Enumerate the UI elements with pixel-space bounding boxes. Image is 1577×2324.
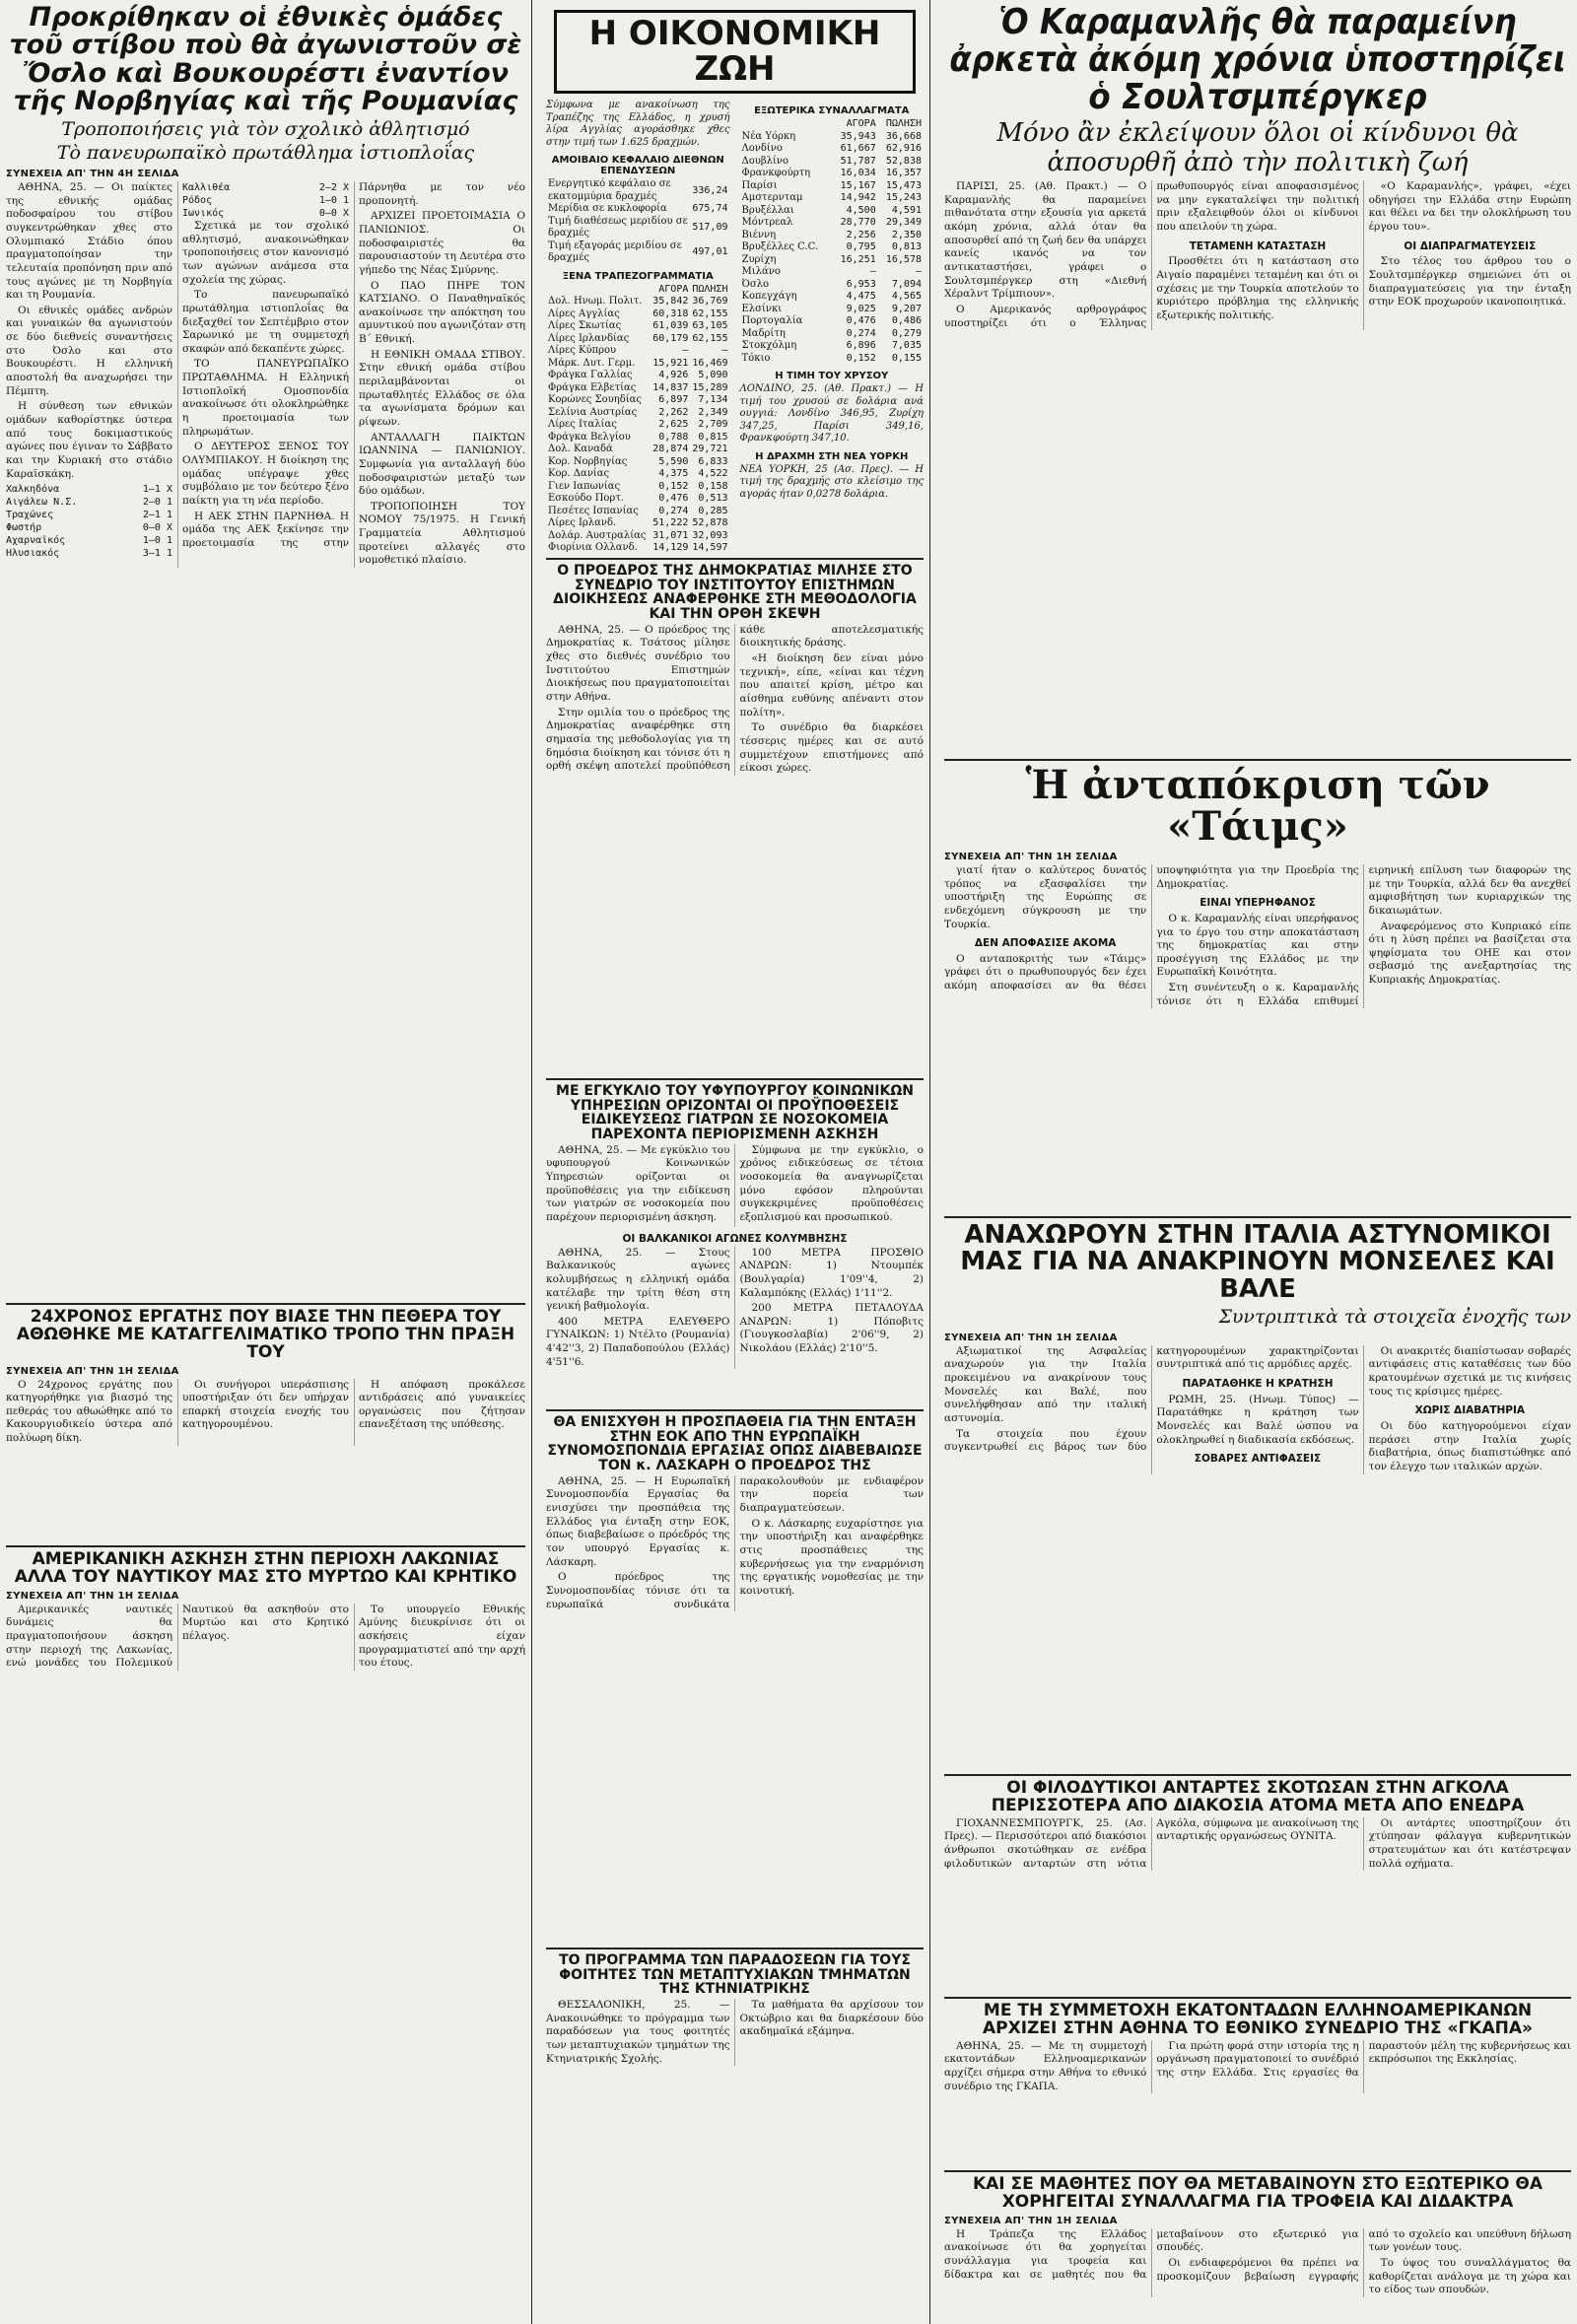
score-row: Ηλυσιακός 3—1 1 (6, 548, 172, 560)
exchange-title: ΕΞΩΤΕΡΙΚΑ ΣΥΝΑΛΛΑΓΜΑΤΑ (754, 105, 910, 117)
angola-article (944, 1774, 1571, 1997)
angola-headline: ΟΙ ΦΙΛΟΔΥΤΙΚΟΙ ΑΝΤΑΡΤΕΣ ΣΚΟΤΩΣΑΝ ΣΤΗΝ ΑΓΚΟΛΑ ΠΕΡΙΣΣΟΤΕΡΑ ΑΠΟ ΔΙΑΚΟΣΙΑ ΑΤΟΜΑ ΜΕΤΑ ΑΠΟ ΕΝΕΔΡΑ (991, 1778, 1525, 1815)
times-paragraph: Αναφερόμενος στο Κυπριακό είπε ότι η λύση πρέπει να βασίζεται στα ψηφίσματα του ΟΗΕ και στον σεβασμό της ανεξαρτησίας της Κυπριακής Δημοκρατίας. (1368, 920, 1571, 987)
swimming-paragraph: 100 ΜΕΤΡΑ ΠΡΟΣΘΙΟ ΑΝΔΡΩΝ: 1) Ντουμπέκ (Βουλγαρία) 1'09''4, 2) Καλαμπόκης (Ελλάς) 1'11''2. (739, 1246, 924, 1299)
swimming-headline: ΟΙ ΒΑΛΚΑΝΙΚΟΙ ΑΓΩΝΕΣ ΚΟΛΥΜΒΗΣΗΣ (622, 1232, 848, 1245)
table-row: Λίρες Ιρλανδ. 51,222 52,878 (548, 517, 728, 529)
economy-columns (546, 100, 924, 552)
left-column (0, 0, 532, 2324)
table-row: Φράγκα Βελγίου 0,788 0,815 (548, 431, 728, 443)
doctors-paragraph: ΑΘΗΝΑ, 25. — Με εγκύκλιο του υφυπουργού Κοινωνικών Υπηρεσιών ορίζονται οι προϋποθέσεις για την ειδίκευση των γιατρών σε νοσοκομεία που παρέχουν περιορισμένη άσκηση. (546, 1143, 730, 1223)
naval-article (6, 1545, 525, 2320)
democracy-body (546, 624, 924, 776)
students-headline: ΚΑΙ ΣΕ ΜΑΘΗΤΕΣ ΠΟΥ ΘΑ ΜΕΤΑΒΑΙΝΟΥΝ ΣΤΟ ΕΞΩΤΕΡΙΚΟ ΘΑ ΧΟΡΗΓΕΙΤΑΙ ΣΥΝΑΛΛΑΓΜΑ ΓΙΑ ΤΡΟΦΕΙΑ ΚΑΙ ΔΙΔΑΚΤΡΑ (972, 2174, 1543, 2212)
sports-paragraph: ΤΟ ΠΑΝΕΥΡΩΠΑΪΚΟ ΠΡΩΤΑΘΛΗΜΑ. Η Ελληνική Ιστιοπλοϊκή Ομοσπονδία ανακοίνωσε ότι ολοκληρώθηκε η προετοιμασία των πληρωμάτων. (182, 358, 349, 438)
worker-headline: 24ΧΡΟΝΟΣ ΕΡΓΑΤΗΣ ΠΟΥ ΒΙΑΣΕ ΤΗΝ ΠΕΘΕΡΑ ΤΟΥ ΑΘΩΘΗΚΕ ΜΕ ΚΑΤΑΓΓΕΛΙΜΑΤΙΚΟ ΤΡΟΠΟ ΤΗΝ ΠΡΑΞΗ ΤΟΥ (16, 1307, 515, 1362)
dental-paragraph: ΘΕΣΣΑΛΟΝΙΚΗ, 25. — Ανακοινώθηκε το πρόγραμμα των παραδόσεων για τους φοιτητές των μεταπτυχιακών τμημάτων της Κτηνιατρικής Σχολής. (546, 1999, 730, 2065)
table-row: Κορ. Δανίας 4,375 4,522 (548, 468, 728, 480)
times-body (944, 864, 1571, 1008)
middle-column (540, 0, 930, 2324)
worker-paragraph: Ο 24χρονος εργάτης που κατηγορήθηκε για βιασμό της πεθεράς του αθωώθηκε από το Κακουργιοδικείο ύστερα από πολύωρη δίκη. (6, 1378, 172, 1445)
karamanlis-article (944, 4, 1571, 753)
table-row: Βρυξέλλες C.C. 0,795 0,813 (741, 241, 922, 253)
sports-subhead-1: Τροποποιήσεις γιὰ τὸν σχολικὸ ἀθλητισμό (61, 118, 470, 141)
fund-title: ΑΜΟΙΒΑΙΟ ΚΕΦΑΛΑΙΟ ΔΙΕΘΝΩΝ ΕΠΕΝΔΥΣΕΩΝ (551, 155, 724, 177)
gold-title: Η ΤΙΜΗ ΤΟΥ ΧΡΥΣΟΥ (775, 371, 889, 382)
times-paragraph: Ο ανταποκριτής των «Τάιμς» γράφει ότι ο πρωθυπουργός δεν έχει ακόμη αποφασίσει αν θα θέσει υποψηφιότητα για την Προεδρία της Δημοκρατίας. (944, 864, 1359, 992)
sports-paragraph: Η ΑΕΚ ΣΤΗΝ ΠΑΡΝΗΘΑ. Η ομάδα της ΑΕΚ ξεκίνησε την προετοιμασία της στην Πάρνηθα με τον νέο προπονητή. (182, 181, 525, 549)
dental-body (546, 1999, 924, 2066)
worker-body (6, 1379, 525, 1446)
italy-paragraph: Οι ανακριτές διαπίστωσαν σοβαρές αντιφάσεις στις καταθέσεις των δύο κρατουμένων σχετικά με τις κινήσεις τους τις κρίσιμες ημέρες. (1368, 1344, 1571, 1398)
table-row: Όσλο 6,953 7,094 (741, 278, 922, 290)
democracy-headline: Ο ΠΡΟΕΔΡΟΣ ΤΗΣ ΔΗΜΟΚΡΑΤΙΑΣ ΜΙΛΗΣΕ ΣΤΟ ΣΥΝΕΔΡΙΟ ΤΟΥ ΙΝΣΤΙΤΟΥΤΟΥ ΕΠΙΣΤΗΜΩΝ ΔΙΟΙΚΗΣΕΩΣ ΑΝΑΦΕΡΘΗΚΕ ΣΤΗ ΜΕΘΟΔΟΛΟΓΙΑ ΚΑΙ ΤΗΝ ΟΡΘΗ ΣΚΕΨΗ (553, 563, 917, 623)
table-row: Αμστερνταμ 14,942 15,243 (741, 192, 922, 204)
table-row: Βιέννη 2,256 2,350 (741, 229, 922, 240)
sports-body (6, 181, 525, 568)
sports-paragraph: ΑΡΧΙΖΕΙ ΠΡΟΕΤΟΙΜΑΣΙΑ Ο ΠΑΝΙΩΝΙΟΣ. Οι ποδοσφαιριστές θα παρουσιαστούν τη Δευτέρα στο γήπεδο της Νέας Σμύρνης. (359, 210, 525, 276)
economy-headline: Η ΟΙΚΟΝΟΜΙΚΗ ΖΩΗ (554, 10, 916, 94)
economy-section (546, 4, 924, 552)
sports-paragraph: Η σύνθεση των εθνικών ομάδων καθορίστηκε ύστερα από τους δοκιμαστικούς αγώνες που έγιναν το Σάββατο και την Κυριακή στο στάδιο Καραϊσκάκη. (6, 400, 172, 480)
karamanlis-paragraph: Προσθέτει ότι η κατάσταση στο Αιγαίο παραμένει τεταμένη και ότι οι σχέσεις με την Τουρκία αποτελούν το κυριότερο πρόβλημα της ελληνικής εξωτερικής πολιτικής. (1156, 255, 1359, 321)
sports-paragraph: Ο ΠΑΟ ΠΗΡΕ ΤΟΝ ΚΑΤΣΙΑΝΟ. Ο Παναθηναϊκός ανακοίνωσε την απόκτηση του αμυντικού που αγωνιζόταν στη Β΄ Εθνική. (359, 279, 525, 346)
dollar-text: ΝΕΑ ΥΟΡΚΗ, 25 (Ασ. Πρες). — Η τιμή της δραχμής στο κλείσιμο της αγοράς ήταν 0,0278 δολάρια. (739, 463, 924, 500)
fund-table (546, 178, 730, 265)
democracy-paragraph: Στην ομιλία του ο πρόεδρος της Δημοκρατίας αναφέρθηκε στη σημασία της μεθοδολογίας για τη δημόσια διοίκηση και τόνισε ότι η ορθή σκέψη αποτελεί προϋπόθεση κάθε αποτελεσματικής διοικητικής δράσης. (546, 623, 924, 773)
swimming-paragraph: ΑΘΗΝΑ, 25. — Στους Βαλκανικούς αγώνες κολυμβήσεως η ελληνική ομάδα κατέλαβε την τρίτη θέση στη γενική βαθμολογία. (546, 1246, 730, 1313)
students-body (944, 2228, 1571, 2297)
score-row: Αιγάλεω Ν.Σ. 2—0 1 (6, 497, 172, 509)
table-row: Φράγκα Ελβετίας 14,837 15,289 (548, 381, 728, 393)
table-row: Λίρες Κύπρου — — (548, 345, 728, 357)
doctors-paragraph: Σύμφωνα με την εγκύκλιο, ο χρόνος ειδικεύσεως σε τέτοια νοσοκομεία θα αναγνωρίζεται μόνο εφόσον πληρούνται συγκεκριμένες προϋποθέσεις εξοπλισμού και προσωπικού. (739, 1143, 924, 1223)
score-row: Καλλιθέα 2—2 Χ (182, 182, 349, 194)
karamanlis-subhead: Μόνο ἂν ἐκλείψουν ὅλοι οἱ κίνδυνοι θὰ ἀποσυρθῆ ἀπὸ τὴν πολιτικὴ ζωή (996, 118, 1519, 178)
swimming-paragraph: 400 ΜΕΤΡΑ ΕΛΕΥΘΕΡΟ ΓΥΝΑΙΚΩΝ: 1) Ντέλτο (Ρουμανία) 4'42''3, 2) Παπαδοπούλου (Ελλάς) 4'51''6. (546, 1315, 730, 1368)
table-row: Φιορίνια Ολλανδ. 14,129 14,597 (548, 542, 728, 552)
table-row: Κορώνες Σουηδίας 6,897 7,134 (548, 394, 728, 406)
score-row: Τραχώνες 2—1 1 (6, 510, 172, 521)
naval-paragraph: Αμερικανικές ναυτικές δυνάμεις θα πραγματοποιήσουν άσκηση στην περιοχή της Λακωνίας, ενώ μονάδες του Πολεμικού Ναυτικού θα ασκηθούν στο Μυρτώο και στο Κρητικό πέλαγος. (6, 1603, 349, 1670)
times-headline: Ἡ ἀνταπόκριση τῶν «Τάιμς» (1025, 762, 1490, 850)
table-row: Λονδίνο 61,667 62,916 (741, 143, 922, 155)
karamanlis-paragraph: Στο τέλος του άρθρου του ο Σουλτσμπέργκερ σημειώνει ότι οι διαπραγματεύσεις για την ένταξη στην ΕΟΚ προχωρούν ικανοποιητικά. (1368, 255, 1571, 308)
table-header: ΑΓΟΡΑ ΠΩΛΗΣΗ (846, 118, 922, 130)
table-row: Πεσέτες Ισπανίας 0,274 0,285 (548, 505, 728, 516)
eec-paragraph: Ο κ. Λάσκαρης ευχαρίστησε για την υποστήριξη και αναφέρθηκε στις προσπάθειες της κυβερνήσεως για την εναρμόνιση της εργατικής νομοθεσίας με την κοινοτική. (739, 1517, 924, 1597)
eec-headline: ΘΑ ΕΝΙΣΧΥΘΗ Η ΠΡΟΣΠΑΘΕΙΑ ΓΙΑ ΤΗΝ ΕΝΤΑΞΗ ΣΤΗΝ ΕΟΚ ΑΠΟ ΤΗΝ ΕΥΡΩΠΑΪΚΗ ΣΥΝΟΜΟΣΠΟΝΔΙΑ ΕΡΓΑΣΙΑΣ ΟΠΩΣ ΔΙΑΒΕΒΑΙΩΣΕ ΤΟΝ κ. ΛΑΣΚΑΡΗ Ο ΠΡΟΕΔΡΟΣ ΤΗΣ (547, 1414, 923, 1474)
doctors-body (546, 1144, 924, 1227)
sports-paragraph: ΑΘΗΝΑ, 25. — Οι παίκτες της εθνικής ομάδας ποδοσφαίρου του στίβου συγκεντρώθηκαν χθες στο Ολυμπιακό Στάδιο όπου πραγματοποίησαν την τελευταία προπόνηση πριν από τους αγώνες με τη Νορβηγία και τη Ρουμανία. (6, 181, 172, 302)
right-column (938, 0, 1577, 2324)
eec-paragraph: ΑΘΗΝΑ, 25. — Η Ευρωπαϊκή Συνομοσπονδία Εργασίας θα ενισχύσει την προσπάθεια της Ελλάδος για ένταξη στην ΕΟΚ, όπως διαβεβαίωσε ο πρόεδρός της τον υπουργό Εργασίας κ. Λάσκαρη. (546, 1474, 730, 1568)
table-row: Λίρες Ιρλανδίας 60,179 62,155 (548, 332, 728, 344)
times-section-1: ΔΕΝ ΑΠΟΦΑΣΙΣΕ ΑΚΟΜΑ (974, 937, 1117, 950)
italy-headline: ΑΝΑΧΩΡΟΥΝ ΣΤΗΝ ΙΤΑΛΙΑ ΑΣΤΥΝΟΜΙΚΟΙ ΜΑΣ ΓΙΑ ΝΑ ΑΝΑΚΡΙΝΟΥΝ ΜΟΝΣΕΛΕΣ ΚΑΙ ΒΑΛΕ (960, 1220, 1555, 1304)
table-header: ΑΓΟΡΑ ΠΩΛΗΣΗ (658, 283, 728, 295)
times-section-2: ΕΙΝΑΙ ΥΠΕΡΗΦΑΝΟΣ (1200, 897, 1316, 910)
doctors-article (546, 1078, 924, 1409)
economy-intro: Σύμφωνα με ανακοίνωση της Τραπέζης της Ελλάδος, η χρυσή λίρα Αγγλίας αγοράσθηκε χθες στην τιμή των 1.625 δραχμών. (546, 100, 730, 148)
table-row: Τιμή εξαγοράς μεριδίου σε δραχμές 497,01 (548, 239, 728, 264)
italy-subhead: Συντριπτικὰ τὰ στοιχεῖα ἐνοχῆς των (1218, 1305, 1571, 1328)
table-row: Γιεν Ιαπωνίας 0,152 0,158 (548, 480, 728, 492)
democracy-article (546, 558, 924, 1078)
times-paragraph: Στη συνέντευξη ο κ. Καραμανλής τόνισε ότι η Ελλάδα επιθυμεί ειρηνική επίλυση των διαφορών της με την Τουρκία, αλλά δεν θα ανεχθεί αμφισβήτηση των κυριαρχικών της δικαιωμάτων. (1156, 864, 1571, 1007)
italy-paragraph: Αξιωματικοί της Ασφαλείας αναχωρούν για την Ιταλία προκειμένου να ανακρίνουν τους Μονσελές και Βαλέ, που συνελήφθησαν από την ιταλική αστυνομία. (944, 1344, 1147, 1424)
sports-headline: Προκρίθηκαν οἱ ἐθνικὲς ὁμάδες τοῦ στίβου ποὺ θὰ ἀγωνιστοῦν σὲ Ὄσλο καὶ Βουκουρέστι ἐναντίον τῆς Νορβηγίας καὶ τῆς Ρουμανίας (9, 4, 522, 117)
economy-left (546, 100, 730, 552)
score-row: Ρόδος 1—0 1 (182, 195, 349, 207)
sports-paragraph: ΤΡΟΠΟΠΟΙΗΣΗ ΤΟΥ ΝΟΜΟΥ 75/1975. Η Γενική Γραμματεία Αθλητισμού προτείνει αλλαγές στο νομοθετικό πλαίσιο. (359, 500, 525, 567)
angola-body (944, 1817, 1571, 1872)
students-article (944, 2170, 1571, 2324)
democracy-paragraph: ΑΘΗΝΑ, 25. — Ο πρόεδρος της Δημοκρατίας κ. Τσάτσος μίλησε χθες στο διεθνές συνέδριο του Ινστιτούτου Επιστημών Διοικήσεως που πραγματοποιείται στην Αθήνα. (546, 623, 730, 703)
swimming-body (546, 1247, 924, 1370)
dental-paragraph: Τα μαθήματα θα αρχίσουν τον Οκτώβριο και θα διαρκέσουν δύο ακαδημαϊκά εξάμηνα. (739, 1999, 924, 2038)
table-row: Πορτογαλία 0,476 0,486 (741, 315, 922, 327)
table-row: Σελίνια Αυστρίας 2,262 2,349 (548, 406, 728, 418)
karamanlis-body (944, 180, 1571, 330)
gapa-article (944, 1997, 1571, 2170)
italy-continued: ΣΥΝΕΧΕΙΑ ΑΠ' ΤΗΝ 1Η ΣΕΛΙΔΑ (944, 1332, 1118, 1343)
table-row: Μιλάνο — — (741, 266, 922, 278)
banknotes-title: ΞΕΝΑ ΤΡΑΠΕΖΟΓΡΑΜΜΑΤΙΑ (562, 270, 714, 282)
economy-right (740, 100, 925, 552)
times-paragraph: Ο κ. Καραμανλής είναι υπερήφανος για το έργο του στην αποκατάσταση της δημοκρατίας και στην προσέγγιση της Ελλάδος με την Ευρωπαϊκή Κοινότητα. (1156, 912, 1359, 979)
table-row: Φράγκα Γαλλίας 4,926 5,090 (548, 370, 728, 381)
table-row: Στοκχόλμη 6,896 7,035 (741, 340, 922, 352)
table-row: Ζυρίχη 16,251 16,578 (741, 253, 922, 265)
sports-paragraph: Το πανευρωπαϊκό πρωτάθλημα ιστιοπλοΐας θα διεξαχθεί τον Σεπτέμβριο στον Σαρωνικό με τη συμμετοχή σκαφών από δεκαπέντε χώρες. (182, 289, 349, 355)
italy-body (944, 1345, 1571, 1474)
sports-continued: ΣΥΝΕΧΕΙΑ ΑΠ' ΤΗΝ 4Η ΣΕΛΙΔΑ (6, 169, 179, 180)
students-paragraph: Οι ενδιαφερόμενοι θα πρέπει να προσκομίζουν βεβαίωση εγγραφής από το σχολείο και υπεύθυνη δήλωση των γονέων τους. (1156, 2227, 1571, 2283)
table-row: Δολ. Ηνωμ. Πολιτ. 35,842 36,769 (548, 296, 728, 308)
democracy-paragraph: Το συνέδριο θα διαρκέσει τέσσερις ημέρες και σε αυτό συμμετέχουν επιστήμονες από είκοσι χώρες. (739, 721, 924, 775)
table-row: Κοπεγχάγη 4,475 4,565 (741, 291, 922, 303)
table-row: Λίρες Αγγλίας 60,318 62,155 (548, 308, 728, 319)
exchange-table (740, 118, 925, 365)
karamanlis-section-2: ΟΙ ΔΙΑΠΡΑΓΜΑΤΕΥΣΕΙΣ (1404, 239, 1537, 252)
worker-paragraph: Οι συνήγοροι υπεράσπισης υποστήριξαν ότι δεν υπήρχαν επαρκή στοιχεία ενοχής του κατηγορουμένου. (182, 1378, 349, 1431)
karamanlis-paragraph: Ο Αμερικανός αρθρογράφος υποστηρίζει ότι ο Έλληνας πρωθυπουργός είναι αποφασισμένος να μην εγκαταλείψει την πολιτική πριν εξαλειφθούν όλοι οι κίνδυνοι που απειλούν τη χώρα. (944, 180, 1359, 329)
score-row: Αχαρναϊκός 1—0 1 (6, 535, 172, 547)
worker-article (6, 1303, 525, 1545)
times-paragraph: γιατί ήταν ο καλύτερος δυνατός τρόπος να εξασφαλίσει την υποστήριξη της Ευρώπης σε ενδεχόμενη σύγκρουση με την Τουρκία. (944, 864, 1147, 930)
table-row: Δολάρ. Αυστραλίας 31,071 32,093 (548, 529, 728, 541)
italy-paragraph: Τα στοιχεία που έχουν συγκεντρωθεί εις βάρος των δύο κατηγορουμένων χαρακτηρίζονται συντριπτικά από τις αρμόδιες αρχές. (944, 1344, 1359, 1454)
angola-paragraph: Οι αντάρτες υποστηρίζουν ότι χτύπησαν φάλαγγα κυβερνητικών στρατευμάτων και ότι κατέστρεψαν πολλά οχήματα. (1368, 1816, 1571, 1870)
naval-continued: ΣΥΝΕΧΕΙΑ ΑΠ' ΤΗΝ 1Η ΣΕΛΙΔΑ (6, 1590, 179, 1602)
worker-continued: ΣΥΝΕΧΕΙΑ ΑΠ' ΤΗΝ 1Η ΣΕΛΙΔΑ (6, 1365, 179, 1377)
naval-body (6, 1604, 525, 1671)
students-paragraph: Το ύψος του συναλλάγματος θα καθορίζεται ανάλογα με τη χώρα και το είδος των σπουδών. (1368, 2256, 1571, 2296)
karamanlis-section-1: ΤΕΤΑΜΕΝΗ ΚΑΤΑΣΤΑΣΗ (1189, 239, 1327, 252)
gold-text: ΛΟΝΔΙΝΟ, 25. (Αθ. Πρακτ.) — Η τιμή του χρυσού σε δολάρια ανά ουγγιά: Λονδίνο 346,95, Ζυρίχη 347,25, Παρίσι 349,16, Φρανκφούρτη 347,10. (739, 383, 924, 444)
students-paragraph: Η Τράπεζα της Ελλάδος ανακοίνωσε ότι θα χορηγείται συνάλλαγμα για τροφεία και δίδακτρα και σε μαθητές που θα μεταβαίνουν στο εξωτερικό για σπουδές. (944, 2227, 1359, 2281)
sports-paragraph: ΑΝΤΑΛΛΑΓΗ ΠΑΙΚΤΩΝ ΙΩΑΝΝΙΝΑ — ΠΑΝΙΩΝΙΟΥ. Συμφωνία για ανταλλαγή δύο ποδοσφαιριστών μεταξύ των δύο ομάδων. (359, 431, 525, 498)
swimming-paragraph: 200 ΜΕΤΡΑ ΠΕΤΑΛΟΥΔΑ ΑΝΔΡΩΝ: 1) Πόποβιτς (Γιουγκοσλαβία) 2'06''9, 2) Νικολάου (Ελλάς) 2'10''5. (739, 1302, 924, 1355)
table-row: Κορ. Νορβηγίας 5,590 6,833 (548, 455, 728, 467)
table-row: Μόντρεαλ 28,770 29,349 (741, 217, 922, 229)
sports-paragraph: Ο ΔΕΥΤΕΡΟΣ ΞΕΝΟΣ ΤΟΥ ΟΛΥΜΠΙΑΚΟΥ. Η διοίκηση της ομάδας υπέγραψε χθες συμβόλαιο με τον δεύτερο ξένο παίκτη για τη νέα περίοδο. (182, 441, 349, 507)
sports-paragraph: Σχετικά με τον σχολικό αθλητισμό, ανακοινώθηκαν τροποποιήσεις στον κανονισμό των αγώνων ανάμεσα στα σχολεία της χώρας. (182, 220, 349, 286)
gapa-paragraph: ΑΘΗΝΑ, 25. — Με τη συμμετοχή εκατοντάδων Ελληνοαμερικανών αρχίζει σήμερα στην Αθήνα το εθνικό συνέδριο της ΓΚΑΠΑ. (944, 2039, 1147, 2092)
table-row: Παρίσι 15,167 15,473 (741, 179, 922, 191)
dental-article (546, 1948, 924, 2324)
table-row: Δολ. Καναδά 28,874 29,721 (548, 444, 728, 455)
table-row: Βρυξέλλαι 4,500 4,591 (741, 204, 922, 216)
table-row: Μάρκ. Δυτ. Γερμ. 15,921 16,469 (548, 357, 728, 369)
italy-paragraph: Οι δύο κατηγορούμενοι είχαν περάσει στην Ιταλία χωρίς διαβατήρια, όπως διαπιστώθηκε από τον έλεγχο των ιταλικών αρχών. (1368, 1419, 1571, 1472)
naval-paragraph: Το υπουργείο Εθνικής Αμύνης διευκρίνισε ότι οι ασκήσεις είχαν προγραμματιστεί από την αρχή του έτους. (359, 1603, 525, 1670)
table-row: Τόκιο 0,152 0,155 (741, 352, 922, 364)
table-row: Μαδρίτη 0,274 0,279 (741, 327, 922, 339)
italy-paragraph: ΡΩΜΗ, 25. (Ηνωμ. Τύπος) — Παρατάθηκε η κράτηση των Μονσελές και Βαλέ ώσπου να ολοκληρωθεί η διαδικασία εκδόσεως. (1156, 1393, 1359, 1446)
democracy-paragraph: «Η διοίκηση δεν είναι μόνο τεχνική», είπε, «είναι και τέχνη που απαιτεί κρίση, μέτρο και αίσθημα ευθύνης απέναντι στον πολίτη». (739, 652, 924, 718)
italy-section-1: ΠΑΡΑΤΑΘΗΚΕ Η ΚΡΑΤΗΣΗ (1182, 1378, 1334, 1391)
banknotes-table (546, 284, 730, 552)
eec-body (546, 1475, 924, 1611)
students-continued: ΣΥΝΕΧΕΙΑ ΑΠ' ΤΗΝ 1Η ΣΕΛΙΔΑ (944, 2215, 1118, 2226)
sports-subhead-2: Τὸ πανευρωπαϊκὸ πρωτάθλημα ἱστιοπλοΐας (56, 142, 475, 165)
table-row: Δουβλίνο 51,787 52,838 (741, 155, 922, 167)
dollar-title: Η ΔΡΑΧΜΗ ΣΤΗ ΝΕΑ ΥΟΡΚΗ (755, 450, 909, 462)
eec-paragraph: Ο πρόεδρος της Συνομοσπονδίας τόνισε ότι τα ευρωπαϊκά συνδικάτα παρακολουθούν με ενδιαφέρον την πορεία των διαπραγματεύσεων. (546, 1474, 924, 1610)
gapa-headline: ΜΕ ΤΗ ΣΥΜΜΕΤΟΧΗ ΕΚΑΤΟΝΤΑΔΩΝ ΕΛΛΗΝΟΑΜΕΡΙΚΑΝΩΝ ΑΡΧΙΖΕΙ ΣΤΗΝ ΑΘΗΝΑ ΤΟ ΕΘΝΙΚΟ ΣΥΝΕΔΡΙΟ ΤΗΣ «ΓΚΑΠΑ» (982, 2001, 1534, 2038)
sports-paragraph: Οι εθνικές ομάδες ανδρών και γυναικών θα αγωνιστούν σε δύο διεθνείς συναντήσεις στο Όσλο και στο Βουκουρέστι. Η ελληνική αποστολή θα αναχωρήσει την Πέμπτη. (6, 304, 172, 397)
table-row: Τιμή διαθέσεως μεριδίου σε δραχμές 517,09 (548, 215, 728, 239)
italy-section-2: ΣΟΒΑΡΕΣ ΑΝΤΙΦΑΣΕΙΣ (1194, 1453, 1322, 1466)
table-row: Ενεργητικό κεφάλαιο σε εκατομμύρια δραχμές 336,24 (548, 178, 728, 202)
table-row: Εσκούδο Πορτ. 0,476 0,513 (548, 493, 728, 505)
karamanlis-headline: Ὁ Καραμανλῆς θὰ παραμείνη ἀρκετὰ ἀκόμη χρόνια ὑποστηρίζει ὁ Σουλτσμπέργκερ (949, 4, 1566, 117)
times-article (944, 759, 1571, 1216)
table-row: Ελσίνκι 9,025 9,207 (741, 303, 922, 314)
table-row: Φρανκφούρτη 16,034 16,357 (741, 168, 922, 179)
table-row: Λίρες Σκωτίας 61,039 63,105 (548, 320, 728, 332)
table-row: Λίρες Ιταλίας 2,625 2,709 (548, 419, 728, 431)
italy-article (944, 1216, 1571, 1774)
table-row: Νέα Υόρκη 35,943 36,668 (741, 130, 922, 142)
doctors-headline: ΜΕ ΕΓΚΥΚΛΙΟ ΤΟΥ ΥΦΥΠΟΥΡΓΟΥ ΚΟΙΝΩΝΙΚΩΝ ΥΠΗΡΕΣΙΩΝ ΟΡΙΖΟΝΤΑΙ ΟΙ ΠΡΟΫΠΟΘΕΣΕΙΣ ΕΙΔΙΚΕΥΣΕΩΣ ΓΙΑΤΡΩΝ ΣΕ ΝΟΣΟΚΟΜΕΙΑ ΠΑΡΕΧΟΝΤΑ ΠΕΡΙΟΡΙΣΜΕΝΗ ΑΣΚΗΣΗ (556, 1083, 914, 1143)
sports-paragraph: Η ΕΘΝΙΚΗ ΟΜΑΔΑ ΣΤΙΒΟΥ. Στην εθνική ομάδα στίβου περιλαμβάνονται οι πρωταθλητές Ελλάδος σε όλα τα αγωνίσματα δρόμων και ρίψεων. (359, 348, 525, 428)
worker-paragraph: Η απόφαση προκάλεσε αντιδράσεις από γυναικείες οργανώσεις που ζήτησαν επανεξέταση της υπόθεσης. (359, 1378, 525, 1431)
gapa-body (944, 2040, 1571, 2094)
karamanlis-paragraph: ΠΑΡΙΣΙ, 25. (Αθ. Πρακτ.) — Ο Καραμανλής θα παραμείνει πιθανότατα στην εξουσία για αρκετά ακόμη χρόνια, αλλά όταν θα αποσυρθεί από τη ζωή δεν θα υπάρχει κανείς ικανός να τον αντικαταστήσει, γράφει ο Σουλτσμπέργκερ στη «Διεθνή Χέραλντ Τρίμπιουν». (944, 180, 1147, 301)
gapa-paragraph: Για πρώτη φορά στην ιστορία της η οργάνωση πραγματοποιεί το συνέδριό της στην Ελλάδα. Στις εργασίες θα παραστούν μέλη της κυβερνήσεως και εκπρόσωποι της Εκκλησίας. (1156, 2039, 1571, 2079)
italy-section-3: ΧΩΡΙΣ ΔΙΑΒΑΤΗΡΙΑ (1414, 1404, 1526, 1417)
angola-paragraph: ΓΙΟΧΑΝΝΕΣΜΠΟΥΡΓΚ, 25. (Ασ. Πρες). — Περισσότεροι από διακόσιοι άνθρωποι σκοτώθηκαν σε ενέδρα φιλοδυτικών ανταρτών στη νότια Αγκόλα, σύμφωνα με ανακοίνωση της ανταρτικής οργανώσεως ΟΥΝΙΤΑ. (944, 1816, 1359, 1870)
karamanlis-paragraph: «Ο Καραμανλής», γράφει, «έχει οδηγήσει την Ελλάδα στην Ευρώπη και θέλει να δει την ολοκλήρωση του έργου του». (1368, 180, 1571, 234)
times-continued: ΣΥΝΕΧΕΙΑ ΑΠ' ΤΗΝ 1Η ΣΕΛΙΔΑ (944, 852, 1118, 862)
dental-headline: ΤΟ ΠΡΟΓΡΑΜΜΑ ΤΩΝ ΠΑΡΑΔΟΣΕΩΝ ΓΙΑ ΤΟΥΣ ΦΟΙΤΗΤΕΣ ΤΩΝ ΜΕΤΑΠΤΥΧΙΑΚΩΝ ΤΜΗΜΑΤΩΝ ΤΗΣ ΚΤΗΝΙΑΤΡΙΚΗΣ (559, 1952, 911, 1998)
eec-article (546, 1409, 924, 1948)
table-row: Μερίδια σε κυκλοφορία 675,74 (548, 203, 728, 215)
naval-headline: ΑΜΕΡΙΚΑΝΙΚΗ ΑΣΚΗΣΗ ΣΤΗΝ ΠΕΡΙΟΧΗ ΛΑΚΩΝΙΑΣ ΑΛΛΑ ΤΟΥ ΝΑΥΤΙΚΟΥ ΜΑΣ ΣΤΟ ΜΥΡΤΩΟ ΚΑΙ ΚΡΗΤΙΚΟ (14, 1549, 517, 1587)
score-row: Ιωνικός 0—0 Χ (182, 208, 349, 220)
score-row: Φωστήρ 0—0 Χ (6, 522, 172, 534)
score-row: Χαλκηδόνα 1—1 Χ (6, 484, 172, 496)
sports-article (6, 4, 525, 1297)
